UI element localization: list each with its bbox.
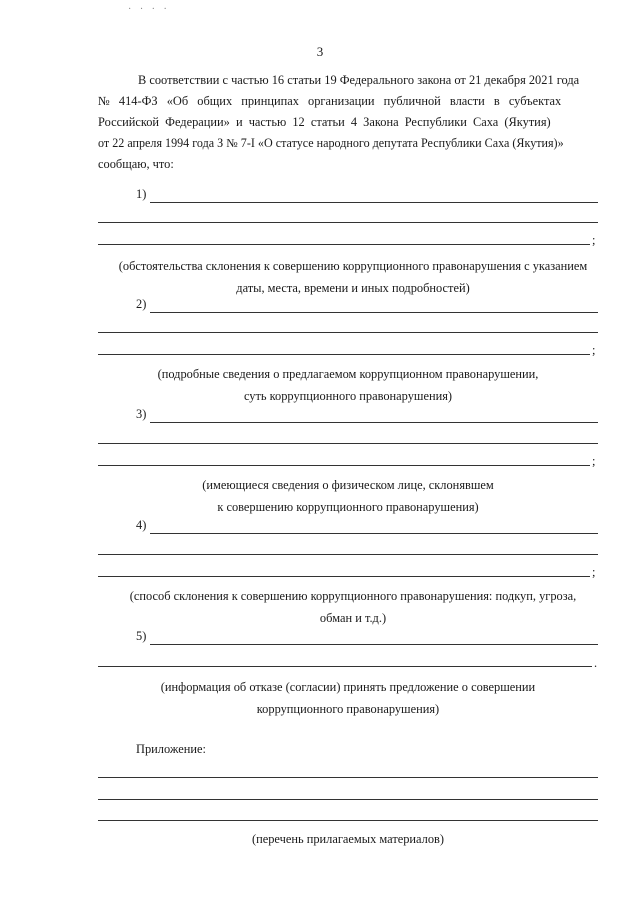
item-caption bbox=[98, 363, 598, 407]
fill-line[interactable] bbox=[150, 533, 598, 534]
caption-line: к совершению коррупционного правонарушения) bbox=[217, 500, 479, 514]
fill-line[interactable] bbox=[150, 202, 598, 203]
fill-line[interactable] bbox=[98, 820, 598, 821]
fill-line[interactable] bbox=[150, 312, 598, 313]
caption-line: (подробные сведения о предлагаемом коррупционном правонарушении, bbox=[157, 367, 539, 381]
scan-artifact: · · · · bbox=[128, 4, 170, 15]
fill-line[interactable] bbox=[98, 222, 598, 223]
page-number: 3 bbox=[316, 44, 324, 59]
fill-line[interactable] bbox=[98, 554, 598, 555]
intro-paragraph bbox=[98, 70, 598, 175]
item-number: 3) bbox=[136, 407, 147, 421]
caption-line: (обстоятельства склонения к совершению коррупционного правонарушения с указанием bbox=[118, 259, 588, 273]
item-caption bbox=[98, 255, 608, 299]
intro-line: В соответствии с частью 16 статьи 19 Федерального закона от 21 декабря 2021 года bbox=[138, 73, 580, 87]
caption-line: (способ склонения к совершению коррупционного правонарушения: подкуп, угроза, bbox=[129, 589, 577, 603]
item-caption bbox=[98, 585, 608, 629]
item-number: 4) bbox=[136, 518, 147, 532]
end-punctuation: ; bbox=[592, 233, 596, 247]
end-punctuation: ; bbox=[592, 343, 596, 357]
fill-line[interactable] bbox=[98, 443, 598, 444]
item-caption bbox=[98, 474, 598, 518]
fill-line[interactable] bbox=[98, 576, 590, 577]
item-number: 5) bbox=[136, 629, 147, 643]
caption-line: коррупционного правонарушения) bbox=[256, 702, 440, 716]
end-punctuation: ; bbox=[592, 454, 596, 468]
fill-line[interactable] bbox=[98, 332, 598, 333]
caption-line: суть коррупционного правонарушения) bbox=[243, 389, 453, 403]
intro-line: Российской Федерации» и частью 12 статьи 4 Закона Республики Саха (Якутия) bbox=[98, 115, 551, 129]
caption-line: (информация об отказе (согласии) принять предложение о совершении bbox=[160, 680, 536, 694]
attachment-caption: (перечень прилагаемых материалов) bbox=[251, 832, 445, 846]
end-punctuation: ; bbox=[592, 565, 596, 579]
item-caption bbox=[98, 676, 598, 720]
caption-line: (имеющиеся сведения о физическом лице, склонявшем bbox=[202, 478, 494, 492]
fill-line[interactable] bbox=[98, 244, 590, 245]
caption-line: обман и т.д.) bbox=[319, 611, 387, 625]
attachment-label: Приложение: bbox=[136, 742, 206, 756]
fill-line[interactable] bbox=[98, 666, 592, 667]
fill-line[interactable] bbox=[98, 465, 590, 466]
fill-line[interactable] bbox=[98, 354, 590, 355]
fill-line[interactable] bbox=[150, 422, 598, 423]
caption-line: даты, места, времени и иных подробностей) bbox=[236, 281, 470, 295]
item-number: 2) bbox=[136, 297, 147, 311]
end-punctuation: . bbox=[594, 656, 598, 670]
intro-line: от 22 апреля 1994 года З № 7-I «О статусе народного депутата Республики Саха (Якутия)» bbox=[98, 136, 564, 150]
intro-line: № 414-ФЗ «Об общих принципах организации публичной власти в субъектах bbox=[98, 94, 562, 108]
fill-line[interactable] bbox=[98, 799, 598, 800]
item-number: 1) bbox=[136, 187, 147, 201]
fill-line[interactable] bbox=[98, 777, 598, 778]
intro-line: сообщаю, что: bbox=[98, 157, 174, 171]
fill-line[interactable] bbox=[150, 644, 598, 645]
